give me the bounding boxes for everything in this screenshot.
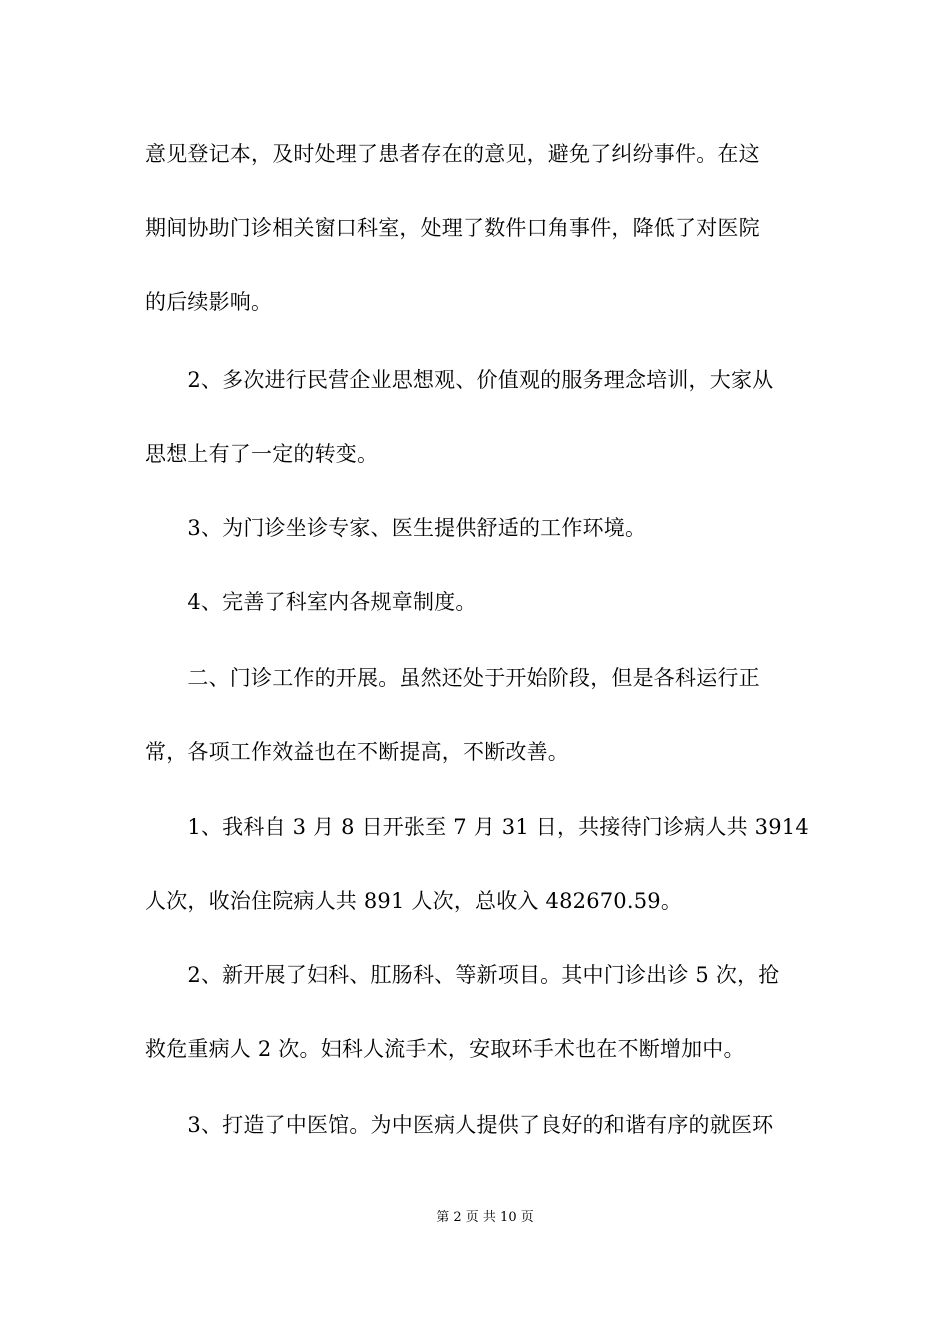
text-line-11: 人次，收治住院病人共 891 人次，总收入 482670.59。 xyxy=(145,889,683,913)
text-line-10: 1、我科自 3 月 8 日开张至 7 月 31 日，共接待门诊病人共 3914 xyxy=(145,815,809,839)
text-line-4: 2、多次进行民营企业思想观、价值观的服务理念培训，大家从 xyxy=(145,368,774,392)
page-number-footer: 第 2 页 共 10 页 xyxy=(436,1210,534,1225)
text-line-1: 意见登记本，及时处理了患者存在的意见，避免了纠纷事件。在这 xyxy=(145,142,760,166)
text-line-14: 3、打造了中医馆。为中医病人提供了良好的和谐有序的就医环 xyxy=(145,1113,774,1137)
text-line-9: 常，各项工作效益也在不断提高，不断改善。 xyxy=(145,740,569,764)
text-line-6: 3、为门诊坐诊专家、医生提供舒适的工作环境。 xyxy=(145,516,647,540)
text-line-13: 救危重病人 2 次。妇科人流手术，安取环手术也在不断增加中。 xyxy=(145,1037,745,1061)
text-line-8: 二、门诊工作的开展。虽然还处于开始阶段，但是各科运行正 xyxy=(145,666,760,690)
text-line-2: 期间协助门诊相关窗口科室，处理了数件口角事件，降低了对医院 xyxy=(145,216,760,240)
text-line-5: 思想上有了一定的转变。 xyxy=(145,442,379,466)
text-line-12: 2、新开展了妇科、肛肠科、等新项目。其中门诊出诊 5 次，抢 xyxy=(145,963,780,987)
text-line-7: 4、完善了科室内各规章制度。 xyxy=(145,590,477,614)
text-line-3: 的后续影响。 xyxy=(145,290,273,314)
